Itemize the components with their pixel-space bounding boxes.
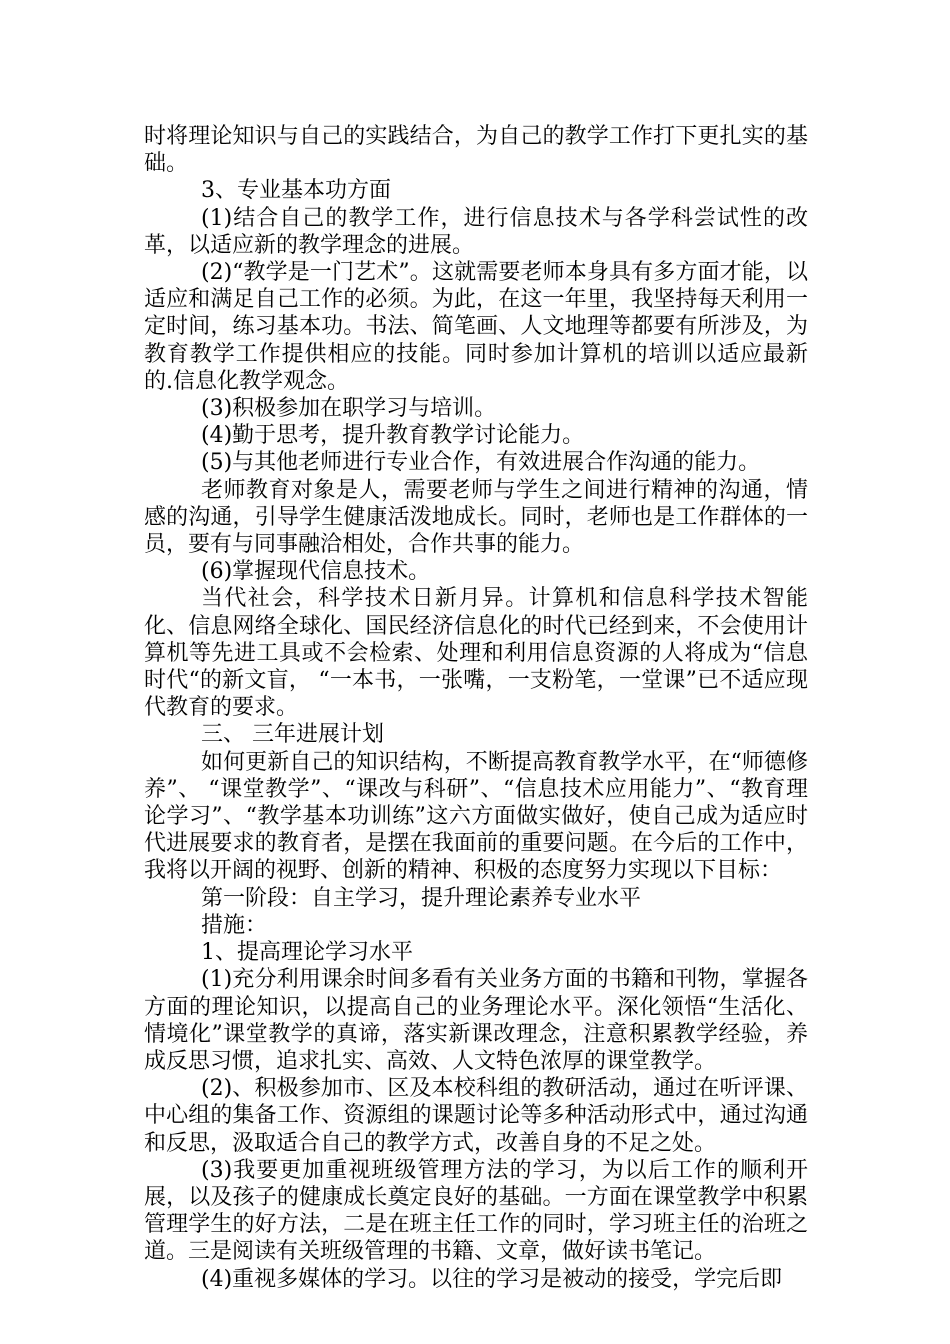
paragraph: (3)积极参加在职学习与培训。 bbox=[201, 396, 497, 422]
paragraph: (1)结合自己的教学工作，进行信息技术与各学科尝试性的改革，以适应新的教学理念的进展。 bbox=[144, 205, 808, 258]
paragraph: 老师教育对象是人，需要老师与学生之间进行精神的沟通，情感的沟通，引导学生健康活泼地成长。同时，老师也是工作群体的一员，要有与同事融洽相处，合作共事的能力。 bbox=[144, 477, 808, 558]
paragraph: (1)充分利用课余时间多看有关业务方面的书籍和刊物，掌握各方面的理论知识，以提高自己的业务理论水平。深化领悟“生活化、情境化”课堂教学的真谛，落实新课改理念，注意积累教学经验，养成反思习惯，追求扎实、高效、人文特色浓厚的课堂教学。 bbox=[144, 967, 808, 1074]
paragraph: (5)与其他老师进行专业合作，有效进展合作沟通的能力。 bbox=[201, 450, 761, 476]
section-heading: 3、专业基本功方面 bbox=[201, 178, 391, 204]
section-heading: 三、 三年进展计划 bbox=[201, 722, 384, 748]
stage-heading: 第一阶段：自主学习，提升理论素养专业水平 bbox=[201, 885, 642, 911]
paragraph: 时将理论知识与自己的实践结合，为自己的教学工作打下更扎实的基础。 bbox=[144, 124, 808, 177]
paragraph: (4)重视多媒体的学习。以往的学习是被动的接受，学完后即 bbox=[201, 1266, 783, 1292]
document-body bbox=[144, 123, 808, 1293]
paragraph: (2)、积极参加市、区及本校科组的教研活动，通过在听评课、中心组的集备工作、资源组的课题讨论等多种活动形式中，通过沟通和反思，汲取适合自己的教学方式，改善自身的不足之处。 bbox=[144, 1076, 808, 1156]
subsection-heading: 1、提高理论学习水平 bbox=[201, 940, 413, 966]
paragraph: 如何更新自己的知识结构，不断提高教育教学水平，在“师德修养”、 “课堂教学”、“课改与科研”、“信息技术应用能力”、“教育理论学习”、“教学基本功训练”这六方面做实做好，使自己成为适应时代进展要求的教育者，是摆在我面前的重要问题。在今后的工作中，我将以开阔的视野、创新的精神、积极的态度努力实现以下目标： bbox=[144, 749, 808, 884]
paragraph: 措施： bbox=[201, 912, 268, 938]
paragraph: (3)我要更加重视班级管理方法的学习，为以后工作的顺利开展，以及孩子的健康成长奠定良好的基础。一方面在课堂教学中积累管理学生的好方法，二是在班主任工作的同时，学习班主任的治班之道。三是阅读有关班级管理的书籍、文章，做好读书笔记。 bbox=[144, 1157, 808, 1265]
paragraph: (4)勤于思考，提升教育教学讨论能力。 bbox=[201, 423, 585, 449]
paragraph: (2)“教学是一门艺术”。这就需要老师本身具有多方面才能，以适应和满足自己工作的必须。为此，在这一年里，我坚持每天利用一定时间，练习基本功。书法、简笔画、人文地理等都要有所涉及，为教育教学工作提供相应的技能。同时参加计算机的培训以适应最新的.信息化教学观念。 bbox=[144, 260, 808, 394]
paragraph: (6)掌握现代信息技术。 bbox=[201, 559, 431, 585]
paragraph: 当代社会，科学技术日新月异。计算机和信息科学技术智能化、信息网络全球化、国民经济信息化的时代已经到来，不会使用计算机等先进工具或不会检索、处理和利用信息资源的人将成为“信息时代“的新文盲， “一本书，一张嘴，一支粉笔，一堂课”已不适应现代教育的要求。 bbox=[144, 586, 808, 721]
